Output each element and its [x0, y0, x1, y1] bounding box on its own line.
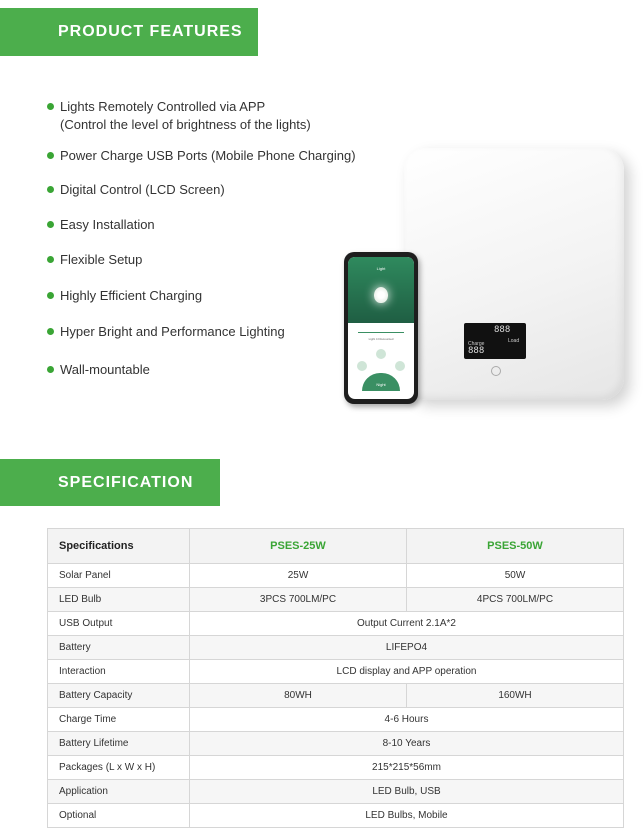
power-button-icon: [491, 366, 501, 376]
lcd-label-load: Load: [508, 338, 520, 344]
specification-banner: [0, 459, 220, 506]
table-header-row: [48, 529, 624, 564]
spec-label: Battery Lifetime: [48, 732, 190, 756]
mode-dot-icon: [376, 349, 386, 359]
feature-text: Digital Control (LCD Screen): [60, 182, 225, 197]
spec-label: Packages (L x W x H): [48, 756, 190, 780]
spec-label: Solar Panel: [48, 564, 190, 588]
features-title: PRODUCT FEATURES: [58, 23, 243, 40]
bulb-icon: [374, 287, 388, 303]
table-row: [48, 732, 624, 756]
table-row: [48, 708, 624, 732]
lcd-digits-bottom: 888: [468, 346, 485, 356]
phone-header-title: Light: [376, 266, 386, 271]
specification-table: [47, 528, 624, 828]
feature-text: Easy Installation: [60, 217, 155, 232]
phone-caption: Light 4 Discounted: [368, 337, 394, 341]
spec-value: LCD display and APP operation: [190, 660, 624, 684]
phone-illustration: [344, 252, 418, 404]
feature-text: Power Charge USB Ports (Mobile Phone Charging): [60, 148, 356, 163]
table-row: [48, 684, 624, 708]
spec-value: LIFEPO4: [190, 636, 624, 660]
mode-dot-icon: [357, 361, 367, 371]
spec-label: Application: [48, 780, 190, 804]
phone-screen: [348, 257, 414, 399]
feature-item: [46, 181, 225, 199]
table-row: [48, 780, 624, 804]
feature-item: [46, 361, 150, 379]
table-row: [48, 636, 624, 660]
brightness-slider: [358, 332, 404, 333]
feature-item: [46, 287, 202, 305]
feature-subtext: (Control the level of brightness of the lights): [60, 117, 311, 132]
spec-value: 4PCS 700LM/PC: [407, 588, 624, 612]
table-row: [48, 660, 624, 684]
feature-item: [46, 216, 155, 234]
spec-value: 25W: [190, 564, 407, 588]
column-header-pses-25w: PSES-25W: [190, 529, 407, 564]
power-station-illustration: [404, 148, 624, 400]
spec-label: LED Bulb: [48, 588, 190, 612]
feature-item: [46, 323, 285, 341]
lcd-label-charge: Charge: [468, 341, 485, 347]
feature-item: [46, 147, 356, 165]
spec-label: Battery Capacity: [48, 684, 190, 708]
table-row: [48, 804, 624, 828]
column-header-specifications: Specifications: [48, 529, 190, 564]
spec-value: Output Current 2.1A*2: [190, 612, 624, 636]
spec-value: 8-10 Years: [190, 732, 624, 756]
feature-item: [46, 98, 311, 134]
feature-text: Wall-mountable: [60, 362, 150, 377]
feature-text: Highly Efficient Charging: [60, 288, 203, 303]
spec-value: LED Bulb, USB: [190, 780, 624, 804]
feature-text: Hyper Bright and Performance Lighting: [60, 324, 285, 339]
table-row: [48, 756, 624, 780]
table-row: [48, 612, 624, 636]
spec-label: Interaction: [48, 660, 190, 684]
feature-item: [46, 251, 142, 269]
spec-value: 215*215*56mm: [190, 756, 624, 780]
lcd-digits-top: 888: [494, 325, 511, 335]
features-banner: [0, 8, 258, 56]
table-row: [48, 588, 624, 612]
phone-app-header: [348, 257, 414, 323]
lcd-screen: [464, 323, 526, 359]
specification-title: SPECIFICATION: [58, 473, 194, 491]
spec-value: 160WH: [407, 684, 624, 708]
spec-label: USB Output: [48, 612, 190, 636]
feature-text: Lights Remotely Controlled via APP: [60, 99, 266, 114]
spec-value: 80WH: [190, 684, 407, 708]
spec-label: Optional: [48, 804, 190, 828]
column-header-pses-50w: PSES-50W: [407, 529, 624, 564]
mode-dot-icon: [395, 361, 405, 371]
night-mode-button: [362, 373, 400, 391]
feature-text: Flexible Setup: [60, 252, 143, 267]
spec-value: LED Bulbs, Mobile: [190, 804, 624, 828]
spec-value: 3PCS 700LM/PC: [190, 588, 407, 612]
spec-value: 50W: [407, 564, 624, 588]
spec-value: 4-6 Hours: [190, 708, 624, 732]
phone-button-label: Night: [376, 382, 386, 387]
spec-label: Charge Time: [48, 708, 190, 732]
table-row: [48, 564, 624, 588]
spec-label: Battery: [48, 636, 190, 660]
